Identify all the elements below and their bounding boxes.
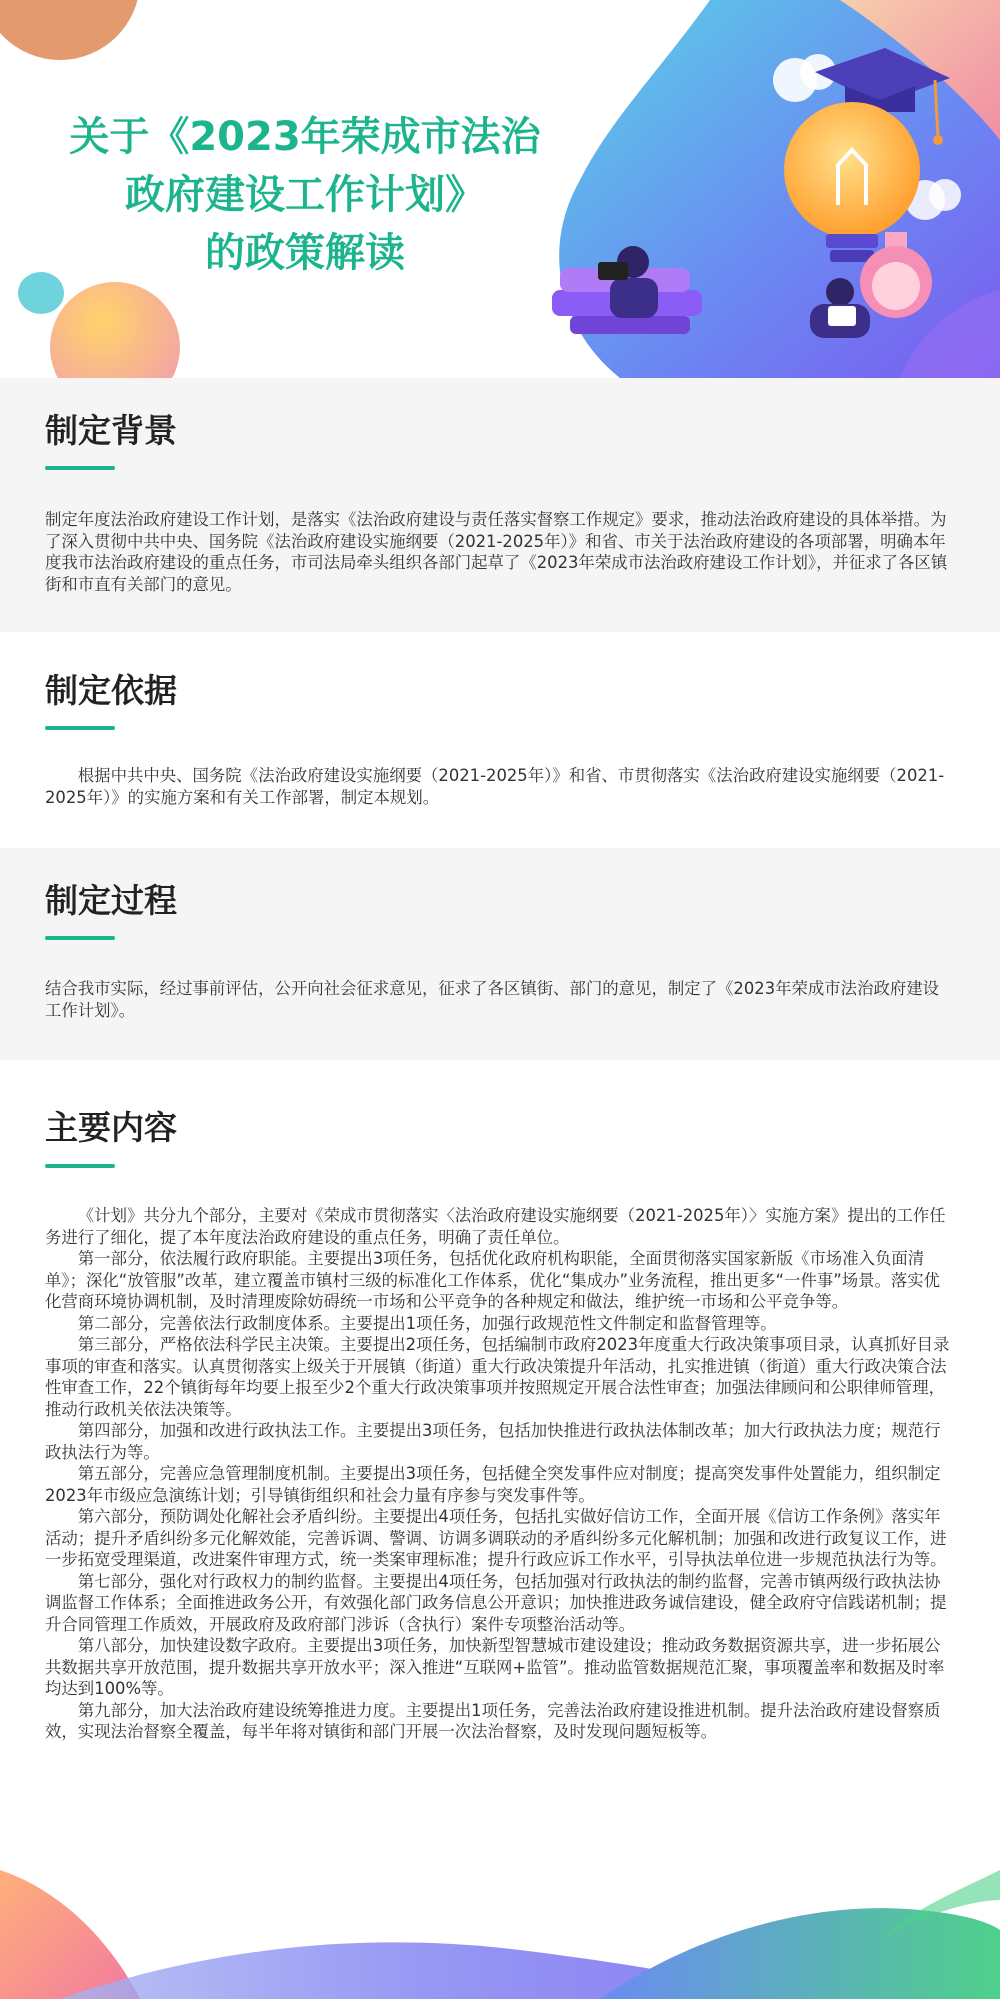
section-title-basis: 制定依据: [45, 671, 177, 710]
section-underline: [45, 726, 115, 730]
content-paragraph: 第五部分，完善应急管理制度机制。主要提出3项任务，包括健全突发事件应对制度；提高突发事件处置能力，组织制定2023年市级应急演练计划；引导镇街组织和社会力量有序参与突发事件等。: [45, 1464, 941, 1505]
content-paragraph: 第三部分，严格依法科学民主决策。主要提出2项任务，包括编制市政府2023年度重大行政决策事项目录，认真抓好目录事项的审查和落实。认真贯彻落实上级关于开展镇（街道）重大行政决策提升年活动，扎实推进镇（街道）重大行政决策合法性审查工作，22个镇街每年均要上报至少2个重大行政决策事项并按照规定开展合法性审查；加强法律顾问和公职律师管理，推动行政机关依法决策等。: [45, 1335, 950, 1419]
section-text-basis: 根据中共中央、国务院《法治政府建设实施纲要（2021-2025年）》和省、市贯彻落实《法治政府建设实施纲要（2021-2025年）》的实施方案和有关工作部署，制定本规划。: [45, 766, 945, 807]
content-paragraph: 第九部分，加大法治政府建设统筹推进力度。主要提出1项任务，完善法治政府建设推进机制。提升法治政府建设督察质效，实现法治督察全覆盖，每半年将对镇街和部门开展一次法治督察，及时发现问题短板等。: [45, 1700, 941, 1741]
section-basis: [0, 632, 1000, 848]
header-illustration: [540, 0, 1000, 378]
content-paragraph: 第八部分，加快建设数字政府。主要提出3项任务，加快新型智慧城市建设建设；推动政务数据资源共享，进一步拓展公共数据共享开放范围，提升数据共享开放水平；深入推进“互联网+监管”。推动监管数据规范汇聚，事项覆盖率和数据及时率均达到100%等。: [45, 1636, 945, 1698]
section-text-background: 制定年度法治政府建设工作计划，是落实《法治政府建设与责任落实督察工作规定》要求，推动法治政府建设的具体举措。为了深入贯彻中共中央、国务院《法治政府建设实施纲要（2021-2025年）》和省、市关于法治政府建设的各项部署，明确本年度我市法治政府建设的重点任务，市司法局牵头组织各部门起草了《2023年荣成市法治政府建设工作计划》，并征求了各区镇街和市直有关部门的意见。: [45, 510, 948, 594]
section-process: [0, 848, 1000, 1060]
section-title-process: 制定过程: [45, 881, 177, 920]
content-paragraph: 第七部分，强化对行政权力的制约监督。主要提出4项任务，包括加强对行政执法的制约监督，完善市镇两级行政执法协调监督工作体系；全面推进政务公开，有效强化部门政务信息公开意识；加快推进政务诚信建设，健全政府守信践诺机制；提升合同管理工作质效，开展政府及政府部门涉诉（含执行）案件专项整治活动等。: [45, 1571, 947, 1634]
decorative-blob-topleft: [0, 0, 140, 60]
decorative-blob-left-yellow: [50, 282, 180, 378]
content-paragraph: 第六部分，预防调处化解社会矛盾纠纷。主要提出4项任务，包括扎实做好信访工作，全面开展《信访工作条例》落实年活动；提升矛盾纠纷多元化解效能，完善诉调、警调、访调多调联动的矛盾纠纷多元化解机制；加强和改进行政复议工作，进一步拓宽受理渠道，改进案件审理方式，统一类案审理标准；提升行政应诉工作水平，引导执法单位进一步规范执法行为等。: [45, 1507, 947, 1569]
title-line-3: 的政策解读: [205, 230, 405, 276]
content-paragraph: 第一部分，依法履行政府职能。主要提出3项任务，包括优化政府机构职能，全面贯彻落实国家新版《市场准入负面清单》；深化“放管服”改革，建立覆盖市镇村三级的标准化工作体系，优化“集成办”业务流程，推出更多“一件事”场景。落实优化营商环境协调机制，及时清理废除妨碍统一市场和公平竞争的各种规定和做法，维护统一市场和公平竞争等。: [45, 1249, 941, 1311]
section-title-background: 制定背景: [45, 411, 177, 450]
page-title: [40, 108, 570, 282]
footer-waves: [0, 1870, 1000, 1999]
content-paragraph: 第四部分，加强和改进行政执法工作。主要提出3项任务，包括加快推进行政执法体制改革；加大行政执法力度；规范行政执法行为等。: [45, 1421, 941, 1462]
header-banner: [0, 0, 1000, 378]
section-underline: [45, 1164, 115, 1168]
footer-decoration: [0, 1870, 1000, 1999]
title-line-1: 关于《2023年荣成市法治: [69, 114, 541, 160]
section-title-main-content: 主要内容: [45, 1108, 177, 1147]
section-underline: [45, 466, 115, 470]
title-line-2: 政府建设工作计划》: [125, 172, 485, 218]
content-paragraph: 第二部分，完善依法行政制度体系。主要提出1项任务，加强行政规范性文件制定和监督管理等。: [77, 1313, 777, 1333]
section-text-main-content: [45, 1205, 955, 1743]
section-background: [0, 378, 1000, 632]
content-paragraph: 《计划》共分九个部分，主要对《荣成市贯彻落实〈法治政府建设实施纲要（2021-2025年）〉实施方案》提出的工作任务进行了细化，提了本年度法治政府建设的重点任务，明确了责任单位。: [45, 1206, 946, 1247]
section-underline: [45, 936, 115, 940]
section-text-process: 结合我市实际，经过事前评估，公开向社会征求意见，征求了各区镇街、部门的意见，制定了《2023年荣成市法治政府建设工作计划》。: [45, 979, 940, 1020]
section-main-content: [0, 1060, 1000, 1870]
